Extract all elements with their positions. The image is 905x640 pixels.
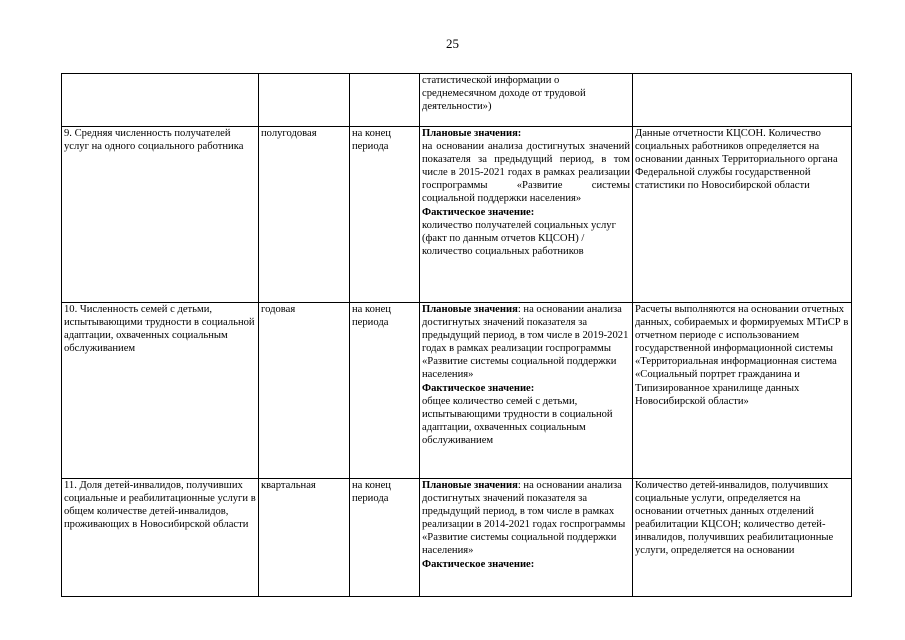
page-number: 25 [446,36,459,51]
method-cell [420,303,633,479]
table-row [62,303,852,479]
method-text: общее количество семей с детьми, испытывающими трудности в социальной адаптации, охваченных социальным обслуживанием [422,395,613,446]
method-heading: Фактическое значение: [422,558,535,570]
source-cell: Данные отчетности КЦСОН. Количество социальных работников определяется на основании данных Территориального органа Федеральной службы государственной статистики по Новосибирской области [633,127,852,303]
periodicity-cell [259,74,350,127]
indicator-cell: 9. Средняя численность получателей услуг на одного социального работника [62,127,259,303]
table-row [62,479,852,597]
periodicity-cell: годовая [259,303,350,479]
method-paragraph [422,479,630,558]
method-cell [420,479,633,597]
method-cell [420,74,633,127]
deadline-cell: на конец периода [350,479,420,597]
source-cell: Количество детей-инвалидов, получивших социальные услуги, определяется на основании отчетных данных отделений реабилитации КЦСОН; количество детей-инвалидов, получивших реабилитационные услуги, определяется на основании [633,479,852,597]
periodicity-cell: квартальная [259,479,350,597]
indicator-cell: 10. Численность семей с детьми, испытывающими трудности в социальной адаптации, охваченных социальным обслуживанием [62,303,259,479]
method-text: статистической информации о среднемесячном доходе от трудовой деятельности») [422,75,586,113]
deadline-cell: на конец периода [350,127,420,303]
deadline-cell [350,74,420,127]
method-cell [420,127,633,303]
method-text: : на основании анализа достигнутых значений показателя за предыдущий период, в том числе в 2019-2021 годах в рамках реализации госпрограммы «Развитие системы социальной поддержки населения» [422,304,629,381]
method-paragraph [422,303,630,382]
method-text: количество получателей социальных услуг (факт по данным отчетов КЦСОН) / количество социальных работников [422,219,616,257]
method-heading: Плановые значения [422,480,518,491]
method-text: : на основании анализа достигнутых значений показателя за предыдущий период, в том числе в рамках реализации в 2014-2021 годах госпрограммы «Развитие системы социальной поддержки населения» [422,480,626,557]
table-row [62,127,852,303]
methodology-table [61,73,852,597]
table-row [62,74,852,127]
method-text: на основании анализа достигнутых значений показателя за предыдущий период, в том числе в 2015-2021 годах в рамках реализации госпрограммы «Развитие системы социальной поддержки населения» [422,141,630,205]
indicator-cell: 11. Доля детей-инвалидов, получивших социальные и реабилитационные услуги в общем количестве детей-инвалидов, проживающих в Новосибирской области [62,479,259,597]
source-cell [633,74,852,127]
source-cell: Расчеты выполняются на основании отчетных данных, собираемых и формируемых МТиСР в отчетном периоде с использованием государственной информационной системы «Территориальная информационная система «Социальный портрет гражданина и Типизированное хранилище данных Новосибирской области» [633,303,852,479]
method-heading: Фактическое значение: [422,382,535,394]
deadline-cell: на конец периода [350,303,420,479]
method-heading: Плановые значения [422,304,518,315]
method-heading: Плановые значения: [422,128,522,139]
periodicity-cell: полугодовая [259,127,350,303]
method-heading: Фактическое значение: [422,206,535,218]
indicator-cell [62,74,259,127]
